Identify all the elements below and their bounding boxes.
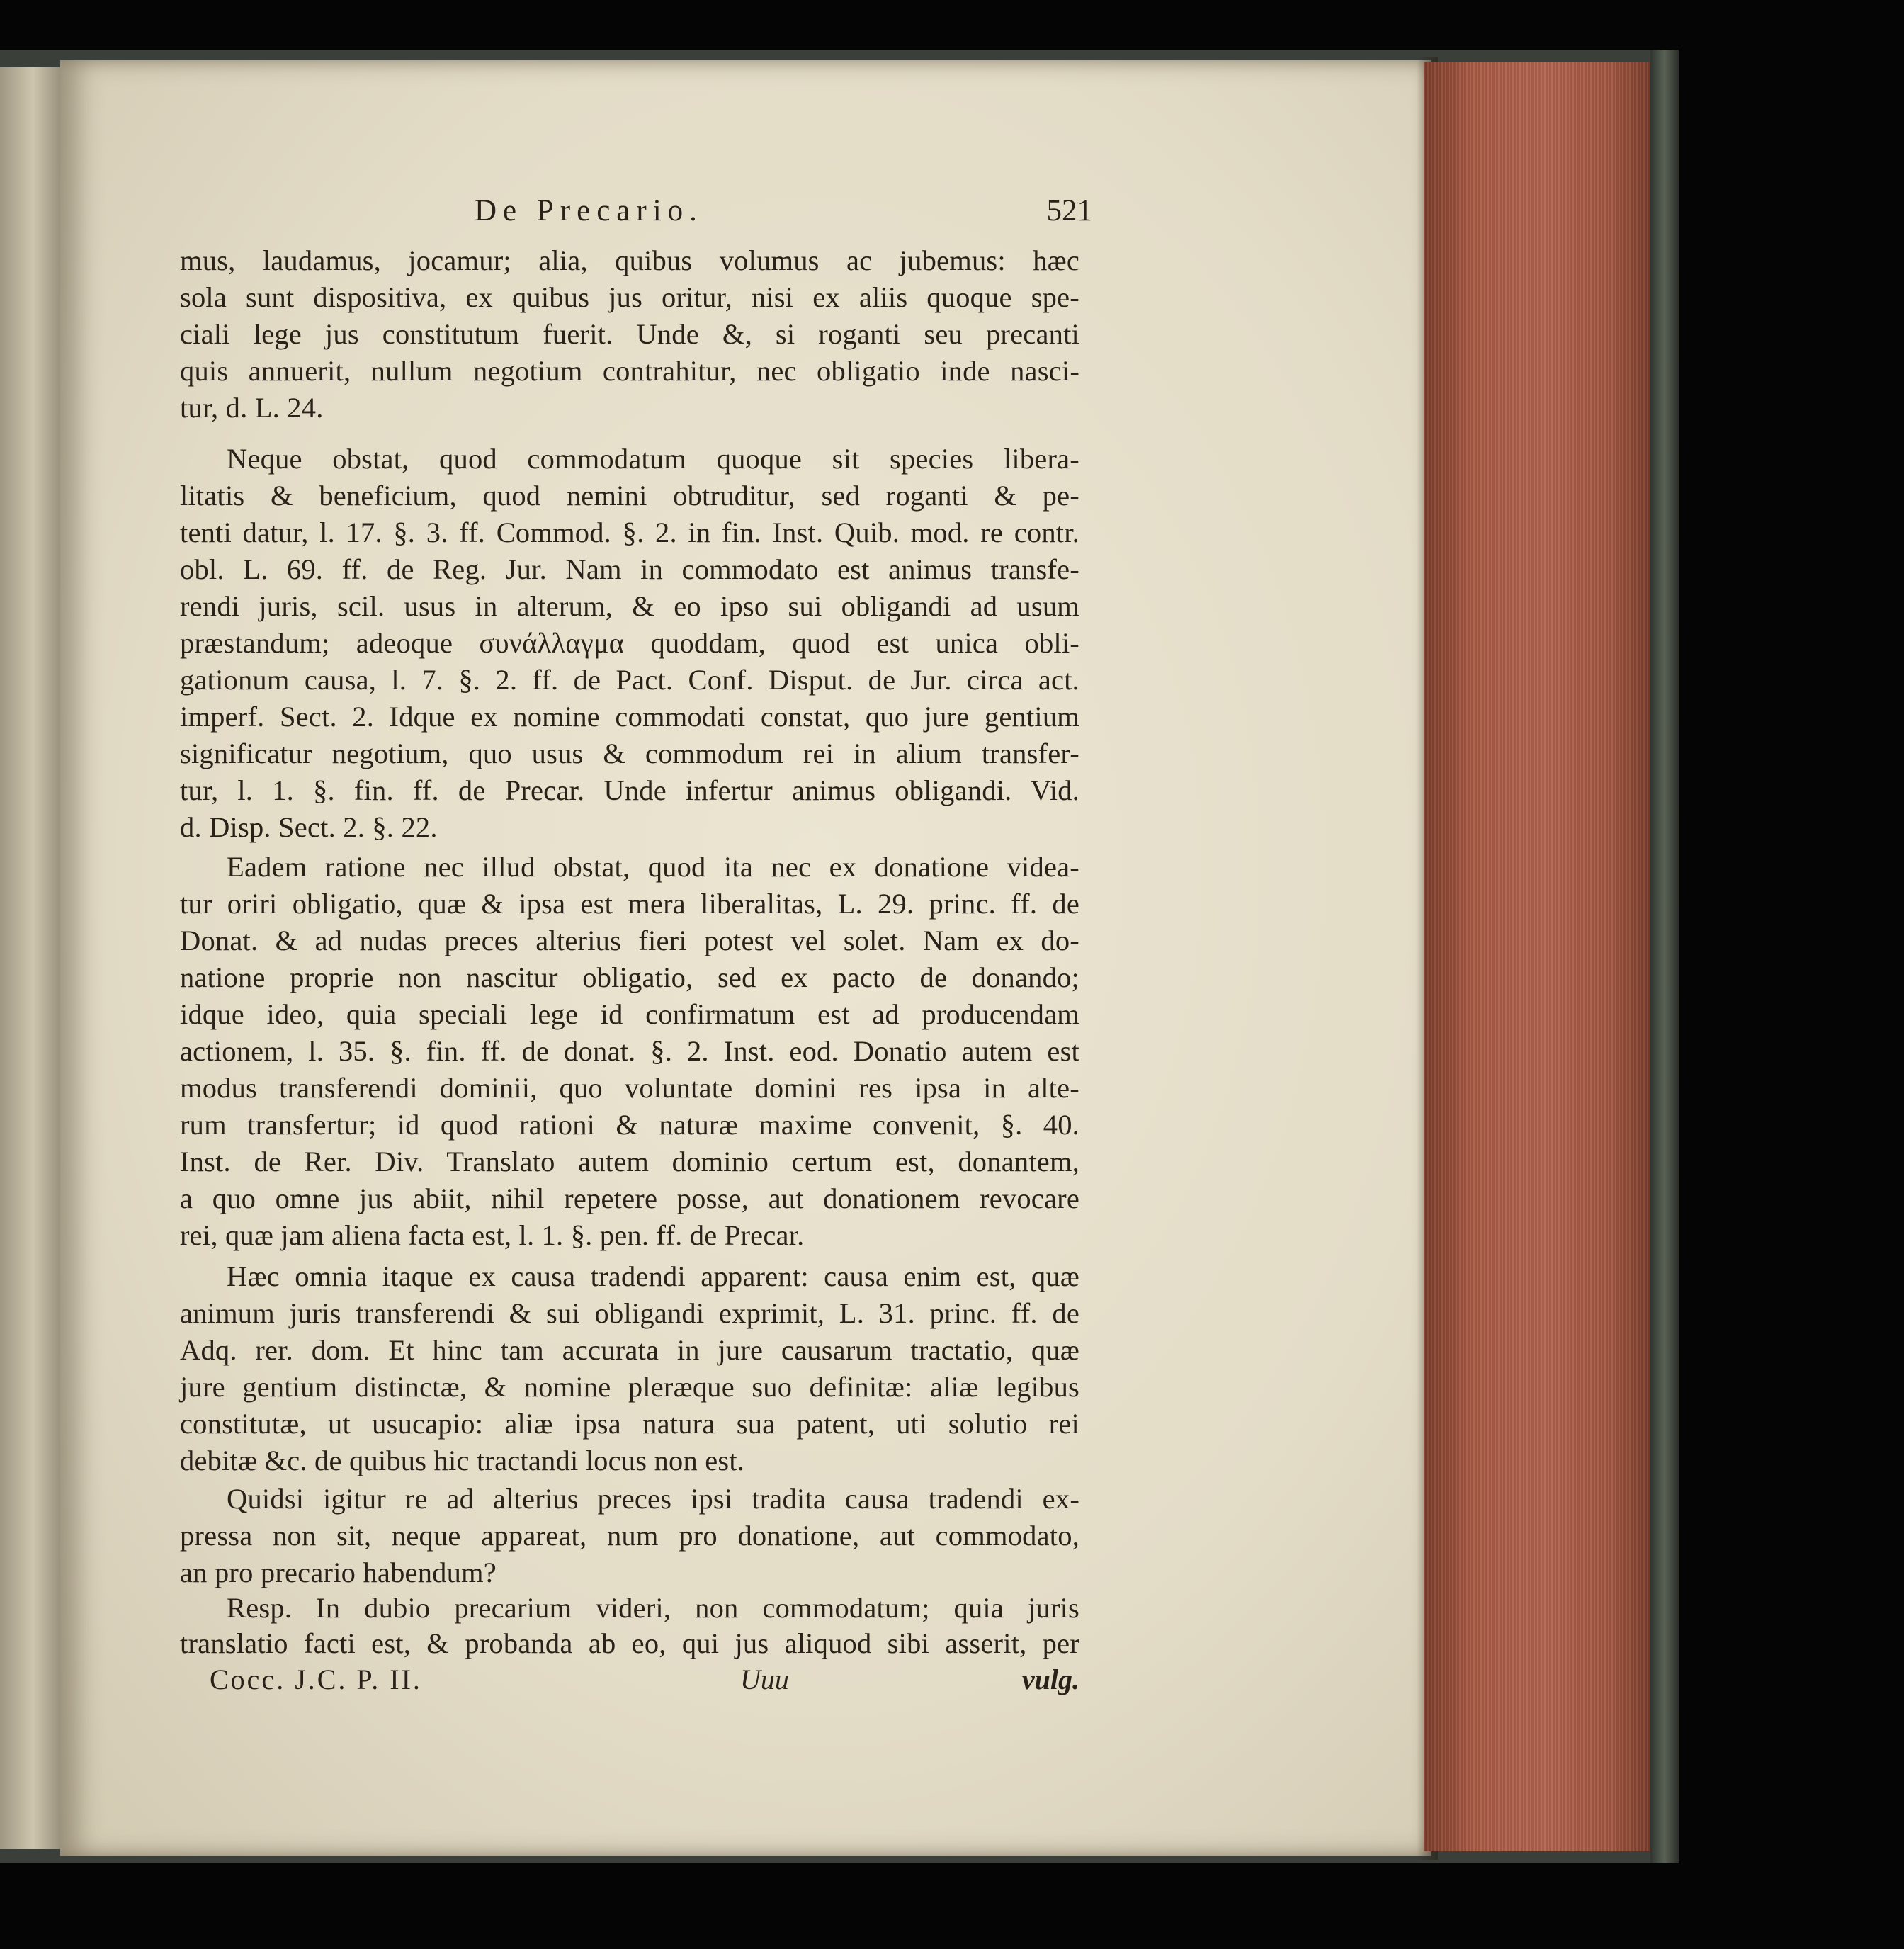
text-line: tur, d. L. 24. bbox=[180, 392, 324, 424]
text-line: Inst. de Rer. Div. Translato autem dominio certum est, donantem, bbox=[180, 1146, 1080, 1177]
text-line: obl. L. 69. ff. de Reg. Jur. Nam in commodato est animus transfe- bbox=[180, 553, 1080, 585]
red-sprinkled-fore-edge bbox=[1424, 62, 1661, 1851]
text-line: rum transfertur; id quod rationi & naturæ maxime convenit, §. 40. bbox=[180, 1109, 1080, 1141]
paragraph-start: Hæc omnia itaque ex causa tradendi apparent: causa enim est, quæ bbox=[227, 1260, 1080, 1292]
text-line: an pro precario habendum? bbox=[180, 1557, 497, 1588]
text-line: tenti datur, l. 17. §. 3. ff. Commod. §. 2. in fin. Inst. Quib. mod. re contr. bbox=[180, 516, 1080, 548]
facing-page-edge bbox=[0, 67, 60, 1849]
gathering-signature: Uuu bbox=[740, 1663, 789, 1695]
signature-mark: Cocc. J.C. P. II. bbox=[210, 1663, 422, 1695]
text-line: actionem, l. 35. §. fin. ff. de donat. §. 2. Inst. eod. Donatio autem est bbox=[180, 1035, 1080, 1067]
text-line: sola sunt dispositiva, ex quibus jus oritur, nisi ex aliis quoque spe- bbox=[180, 281, 1080, 313]
paragraph-start: Neque obstat, quod commodatum quoque sit species libera- bbox=[227, 443, 1080, 475]
text-line: d. Disp. Sect. 2. §. 22. bbox=[180, 811, 438, 843]
text-line: gationum causa, l. 7. §. 2. ff. de Pact. Conf. Disput. de Jur. circa act. bbox=[180, 664, 1080, 696]
text-line: imperf. Sect. 2. Idque ex nomine commodati constat, quo jure gentium bbox=[180, 701, 1080, 733]
text-line: animum juris transferendi & sui obligandi exprimit, L. 31. princ. ff. de bbox=[180, 1297, 1080, 1329]
text-line: natione proprie non nascitur obligatio, sed ex pacto de donando; bbox=[180, 961, 1080, 993]
text-line: constitutæ, ut usucapio: aliæ ipsa natura sua patent, uti solutio rei bbox=[180, 1408, 1080, 1440]
running-head: De Precario. bbox=[475, 194, 703, 227]
text-line: pressa non sit, neque appareat, num pro donatione, aut commodato, bbox=[180, 1520, 1080, 1552]
catchword: vulg. bbox=[1021, 1663, 1080, 1695]
paragraph-start: Resp. In dubio precarium videri, non commodatum; quia juris bbox=[227, 1592, 1080, 1624]
text-line: significatur negotium, quo usus & commodum rei in alium transfer- bbox=[180, 738, 1080, 769]
text-line: Donat. & ad nudas preces alterius fieri potest vel solet. Nam ex do- bbox=[180, 925, 1080, 956]
text-line: idque ideo, quia speciali lege id confirmatum est ad producendam bbox=[180, 998, 1080, 1030]
text-line: mus, laudamus, jocamur; alia, quibus volumus ac jubemus: hæc bbox=[180, 244, 1080, 276]
text-line: rei, quæ jam aliena facta est, l. 1. §. pen. ff. de Precar. bbox=[180, 1219, 805, 1251]
text-line: a quo omne jus abiit, nihil repetere posse, aut donationem revocare bbox=[180, 1182, 1080, 1214]
page-number: 521 bbox=[1046, 194, 1092, 227]
text-line: modus transferendi dominii, quo voluntate domini res ipsa in alte- bbox=[180, 1072, 1080, 1104]
text-line: tur oriri obligatio, quæ & ipsa est mera liberalitas, L. 29. princ. ff. de bbox=[180, 888, 1080, 920]
text-line: litatis & beneficium, quod nemini obtruditur, sed roganti & pe- bbox=[180, 480, 1080, 512]
paragraph-start: Quidsi igitur re ad alterius preces ipsi tradita causa tradendi ex- bbox=[227, 1483, 1080, 1515]
back-board-edge bbox=[1650, 50, 1679, 1863]
text-line: translatio facti est, & probanda ab eo, qui jus aliquod sibi asserit, per bbox=[180, 1627, 1080, 1659]
text-line: jure gentium distinctæ, & nomine pleræque suo definitæ: aliæ legibus bbox=[180, 1371, 1080, 1403]
paragraph-start: Eadem ratione nec illud obstat, quod ita nec ex donatione videa- bbox=[227, 851, 1080, 883]
text-line: præstandum; adeoque συνάλλαγμα quoddam, quod est unica obli- bbox=[180, 627, 1080, 659]
text-line: debitæ &c. de quibus hic tractandi locus non est. bbox=[180, 1445, 745, 1476]
text-line: quis annuerit, nullum negotium contrahitur, nec obligatio inde nasci- bbox=[180, 355, 1080, 387]
text-line: ciali lege jus constitutum fuerit. Unde &, si roganti seu precanti bbox=[180, 318, 1080, 350]
text-line: rendi juris, scil. usus in alterum, & eo ipso sui obligandi ad usum bbox=[180, 590, 1080, 622]
text-line: Adq. rer. dom. Et hinc tam accurata in jure causarum tractatio, quæ bbox=[180, 1334, 1080, 1366]
text-line: tur, l. 1. §. fin. ff. de Precar. Unde infertur animus obligandi. Vid. bbox=[180, 774, 1080, 806]
